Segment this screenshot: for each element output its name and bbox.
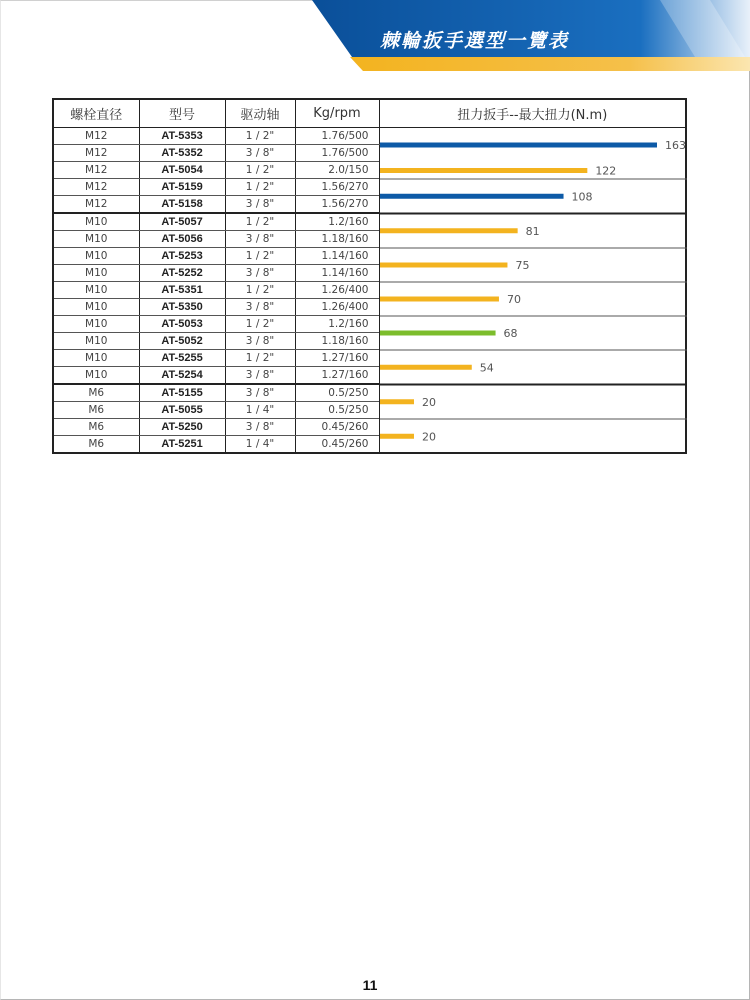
- kg-rpm-cell: 0.45/260: [295, 436, 379, 454]
- model-cell: AT-5350: [139, 299, 225, 316]
- model-cell: AT-5255: [139, 350, 225, 367]
- kg-rpm-cell: 1.14/160: [295, 248, 379, 265]
- page-number: 11: [362, 977, 378, 993]
- header-model: 型号: [139, 99, 225, 128]
- kg-rpm-cell: 1.18/160: [295, 231, 379, 248]
- bolt-cell: M10: [53, 213, 139, 231]
- bolt-cell: M10: [53, 248, 139, 265]
- drive-cell: 1 / 2": [225, 350, 295, 367]
- model-cell: AT-5155: [139, 384, 225, 402]
- kg-rpm-cell: 1.14/160: [295, 265, 379, 282]
- kg-rpm-cell: 0.5/250: [295, 402, 379, 419]
- table-row: [53, 128, 686, 145]
- drive-cell: 3 / 8": [225, 265, 295, 282]
- model-cell: AT-5159: [139, 179, 225, 196]
- bolt-cell: M6: [53, 384, 139, 402]
- banner-title: 棘輪扳手選型一覽表: [380, 30, 570, 52]
- drive-cell: 3 / 8": [225, 419, 295, 436]
- bolt-cell: M10: [53, 333, 139, 350]
- drive-cell: 1 / 2": [225, 162, 295, 179]
- drive-cell: 1 / 2": [225, 316, 295, 333]
- torque-value-label: 75: [514, 259, 529, 272]
- model-cell: AT-5351: [139, 282, 225, 299]
- torque-bar: [380, 399, 414, 404]
- torque-bar: [380, 434, 414, 439]
- bolt-cell: M12: [53, 162, 139, 179]
- model-cell: AT-5352: [139, 145, 225, 162]
- header-torque: 扭力扳手--最大扭力(N.m): [379, 99, 686, 128]
- model-cell: AT-5252: [139, 265, 225, 282]
- bolt-cell: M10: [53, 231, 139, 248]
- drive-cell: 1 / 4": [225, 402, 295, 419]
- torque-bar: [380, 228, 518, 233]
- kg-rpm-cell: 1.76/500: [295, 128, 379, 145]
- model-cell: AT-5054: [139, 162, 225, 179]
- torque-value-label: 122: [594, 164, 616, 178]
- kg-rpm-cell: 0.45/260: [295, 419, 379, 436]
- kg-rpm-cell: 1.2/160: [295, 213, 379, 231]
- bolt-cell: M6: [53, 419, 139, 436]
- torque-value-label: 81: [525, 224, 540, 238]
- model-cell: AT-5052: [139, 333, 225, 350]
- torque-bar-chart: [380, 128, 687, 454]
- header-banner: [0, 0, 750, 72]
- torque-chart-cell: [379, 128, 686, 454]
- kg-rpm-cell: 1.27/160: [295, 350, 379, 367]
- drive-cell: 3 / 8": [225, 145, 295, 162]
- table-body: [53, 128, 686, 454]
- header-bolt-diameter: 螺栓直径: [53, 99, 139, 128]
- kg-rpm-cell: 1.56/270: [295, 179, 379, 196]
- torque-value-label: 20: [421, 395, 436, 409]
- torque-value-label: 163: [664, 139, 686, 152]
- model-cell: AT-5056: [139, 231, 225, 248]
- torque-value-label: 68: [503, 327, 518, 340]
- drive-cell: 3 / 8": [225, 299, 295, 316]
- model-cell: AT-5250: [139, 419, 225, 436]
- bolt-cell: M10: [53, 265, 139, 282]
- bolt-cell: M10: [53, 316, 139, 333]
- torque-value-label: 54: [479, 361, 494, 375]
- torque-value-label: 108: [571, 190, 593, 204]
- torque-bar: [380, 297, 499, 302]
- kg-rpm-cell: 1.26/400: [295, 299, 379, 316]
- bolt-cell: M12: [53, 145, 139, 162]
- bolt-cell: M10: [53, 299, 139, 316]
- kg-rpm-cell: 1.56/270: [295, 196, 379, 214]
- drive-cell: 1 / 2": [225, 213, 295, 231]
- torque-bar: [380, 331, 496, 336]
- torque-bar: [380, 168, 587, 173]
- bolt-cell: M12: [53, 179, 139, 196]
- torque-value-label: 70: [506, 293, 521, 306]
- spec-table: [52, 98, 687, 454]
- torque-bar: [380, 263, 507, 268]
- bolt-cell: M6: [53, 436, 139, 454]
- torque-bar: [380, 194, 564, 199]
- header-kg-rpm: Kg/rpm: [295, 99, 379, 128]
- torque-value-label: 20: [421, 430, 436, 444]
- bolt-cell: M12: [53, 128, 139, 145]
- bolt-cell: M12: [53, 196, 139, 214]
- kg-rpm-cell: 0.5/250: [295, 384, 379, 402]
- model-cell: AT-5251: [139, 436, 225, 454]
- torque-bar: [380, 365, 472, 370]
- bolt-cell: M10: [53, 350, 139, 367]
- drive-cell: 3 / 8": [225, 231, 295, 248]
- model-cell: AT-5053: [139, 316, 225, 333]
- kg-rpm-cell: 1.18/160: [295, 333, 379, 350]
- drive-cell: 3 / 8": [225, 333, 295, 350]
- header-drive: 驱动轴: [225, 99, 295, 128]
- drive-cell: 1 / 2": [225, 248, 295, 265]
- model-cell: AT-5158: [139, 196, 225, 214]
- drive-cell: 1 / 4": [225, 436, 295, 454]
- drive-cell: 3 / 8": [225, 384, 295, 402]
- banner-orange-band: [350, 57, 750, 71]
- model-cell: AT-5057: [139, 213, 225, 231]
- model-cell: AT-5353: [139, 128, 225, 145]
- kg-rpm-cell: 2.0/150: [295, 162, 379, 179]
- drive-cell: 3 / 8": [225, 367, 295, 385]
- kg-rpm-cell: 1.76/500: [295, 145, 379, 162]
- drive-cell: 1 / 2": [225, 282, 295, 299]
- drive-cell: 1 / 2": [225, 128, 295, 145]
- kg-rpm-cell: 1.27/160: [295, 367, 379, 385]
- kg-rpm-cell: 1.26/400: [295, 282, 379, 299]
- bolt-cell: M10: [53, 367, 139, 385]
- table-header-row: [53, 99, 686, 128]
- model-cell: AT-5055: [139, 402, 225, 419]
- model-cell: AT-5254: [139, 367, 225, 385]
- bolt-cell: M10: [53, 282, 139, 299]
- drive-cell: 1 / 2": [225, 179, 295, 196]
- bolt-cell: M6: [53, 402, 139, 419]
- kg-rpm-cell: 1.2/160: [295, 316, 379, 333]
- model-cell: AT-5253: [139, 248, 225, 265]
- drive-cell: 3 / 8": [225, 196, 295, 214]
- torque-bar: [380, 143, 657, 148]
